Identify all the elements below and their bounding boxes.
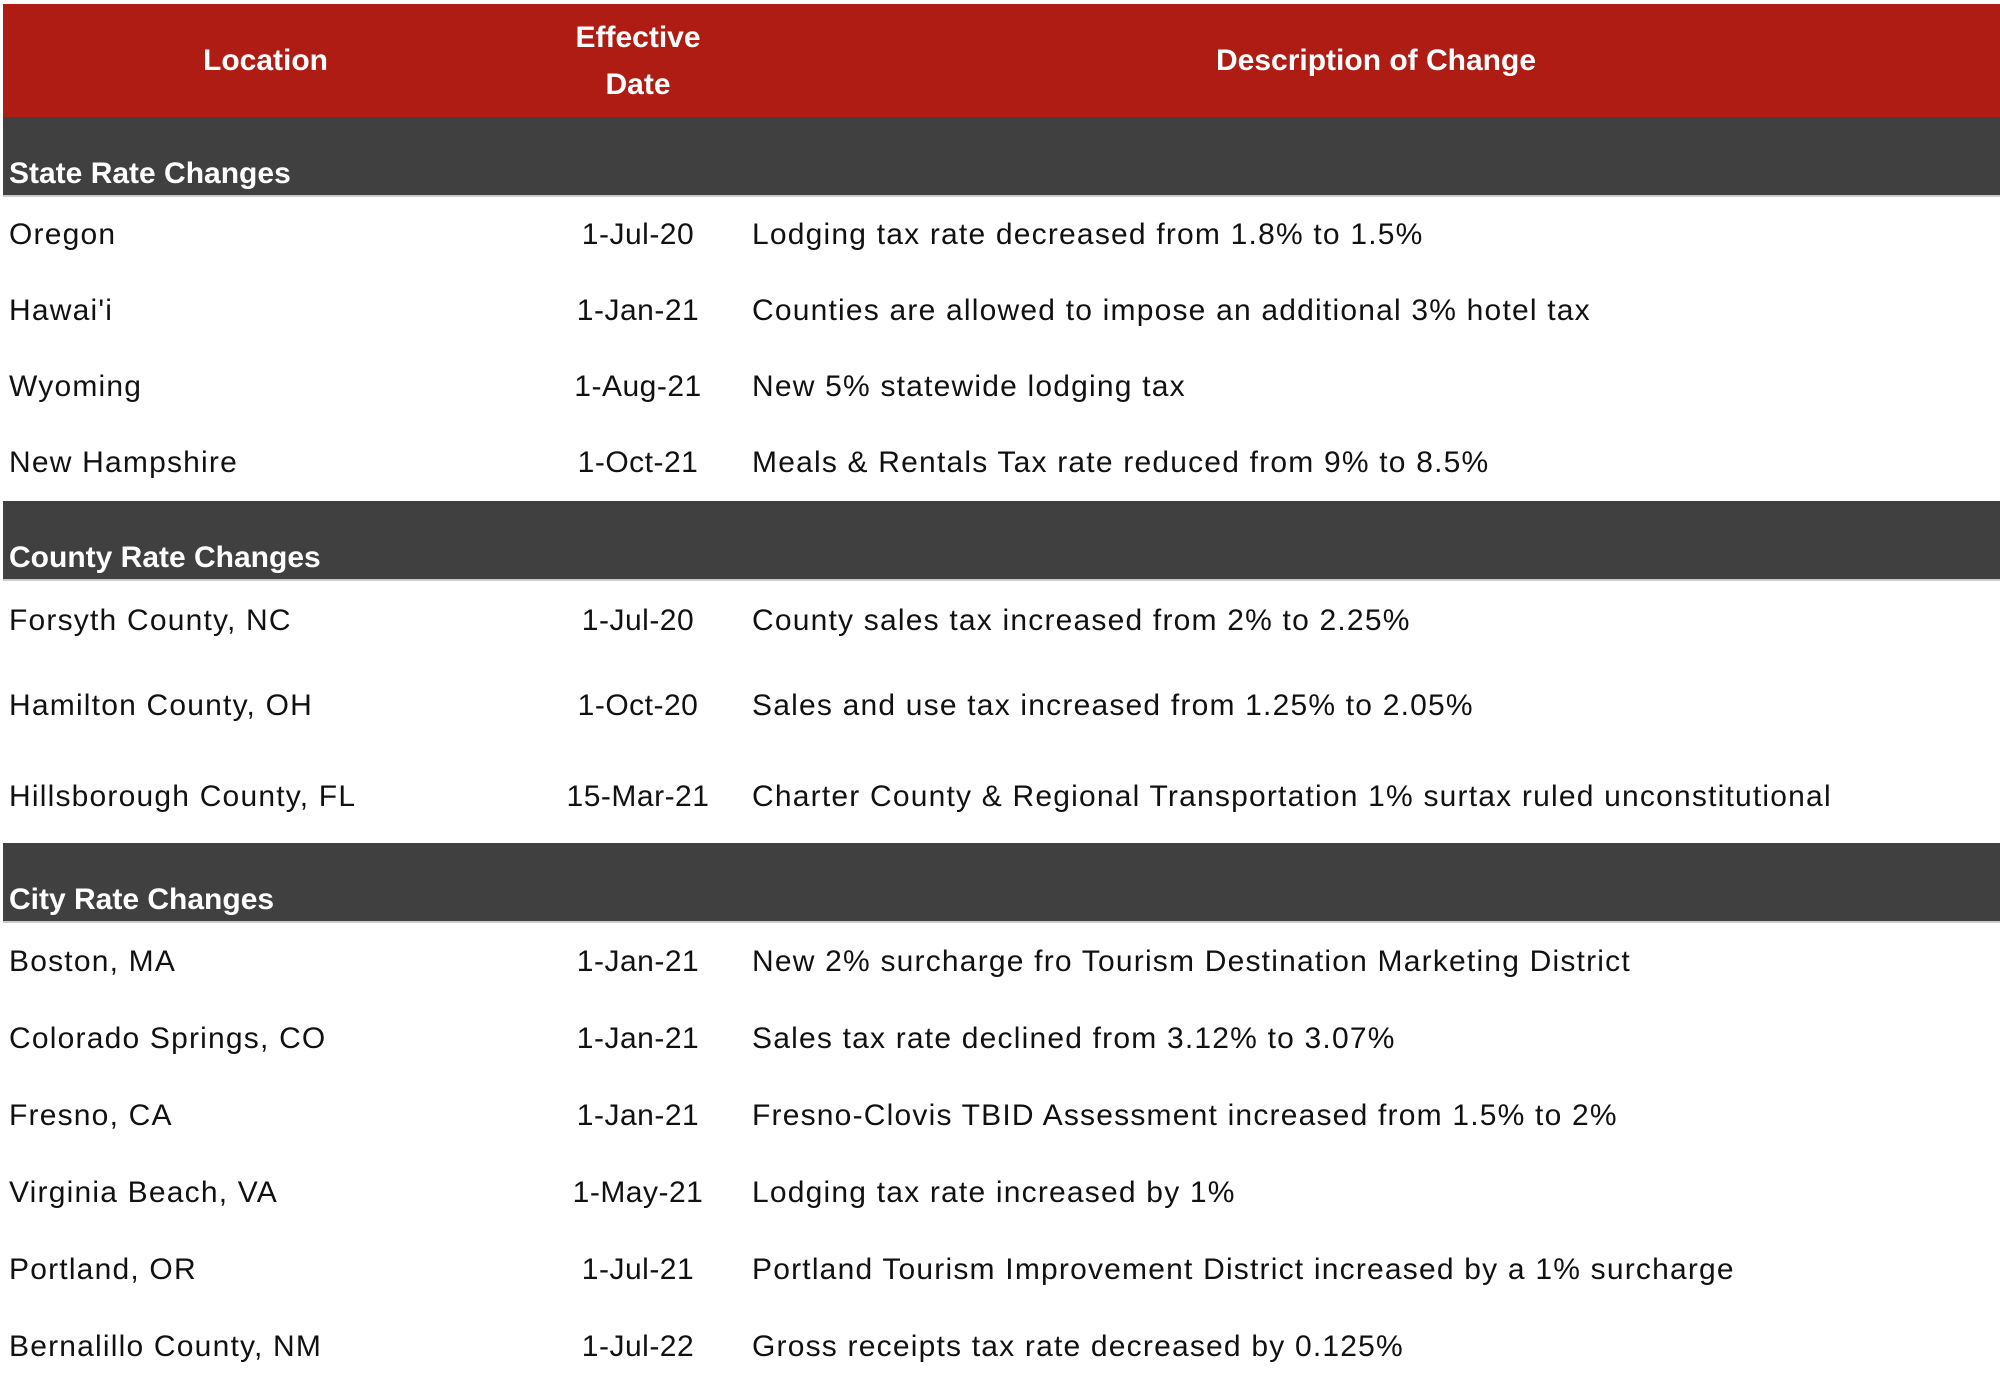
header-location: Location — [203, 44, 328, 77]
table-row — [3, 1308, 2000, 1385]
location-cell: Colorado Springs, CO — [9, 1021, 327, 1055]
table-row — [3, 1000, 2000, 1077]
header-effective-date — [528, 14, 748, 108]
table-row — [3, 661, 2000, 751]
header-effective-date-line2: Date — [605, 67, 671, 101]
header-effective-date-line1: Effective — [575, 20, 701, 54]
location-cell: Hillsborough County, FL — [9, 780, 357, 813]
description-cell: Sales and use tax increased from 1.25% to 2.05% — [752, 689, 1474, 722]
table-row — [3, 923, 2000, 1000]
table-row — [3, 197, 2000, 273]
description-cell: Gross receipts tax rate decreased by 0.125% — [752, 1329, 1404, 1363]
description-cell: Meals & Rentals Tax rate reduced from 9% to 8.5% — [752, 446, 1490, 479]
description-cell: County sales tax increased from 2% to 2.25% — [752, 604, 1411, 637]
table-body — [3, 117, 2000, 1385]
description-cell: Portland Tourism Improvement District increased by a 1% surcharge — [752, 1252, 1735, 1286]
date-cell: 1-Jul-20 — [581, 604, 695, 637]
date-cell: 1-Oct-20 — [577, 689, 699, 722]
table-row — [3, 751, 2000, 843]
tax-rate-changes-table — [3, 4, 2000, 1385]
table-header — [3, 4, 2000, 117]
description-cell: Lodging tax rate decreased from 1.8% to 1.5% — [752, 218, 1424, 251]
description-cell: New 2% surcharge fro Tourism Destination Marketing District — [752, 944, 1631, 978]
description-cell: Charter County & Regional Transportation 1% surtax ruled unconstitutional — [752, 780, 1832, 813]
date-cell: 1-Oct-21 — [577, 446, 699, 479]
date-cell: 1-Jul-20 — [581, 218, 695, 251]
location-cell: Wyoming — [9, 370, 143, 403]
date-cell: 1-Aug-21 — [574, 370, 702, 403]
section-header: County Rate Changes — [3, 501, 2000, 581]
description-cell: New 5% statewide lodging tax — [752, 370, 1186, 403]
location-cell: Hamilton County, OH — [9, 689, 314, 722]
location-cell: Forsyth County, NC — [9, 604, 292, 637]
description-cell: Sales tax rate declined from 3.12% to 3.07% — [752, 1021, 1396, 1055]
table-row — [3, 1231, 2000, 1308]
location-cell: Bernalillo County, NM — [9, 1329, 323, 1363]
date-cell: 1-Jan-21 — [576, 1098, 700, 1132]
section-header: State Rate Changes — [3, 117, 2000, 197]
location-cell: New Hampshire — [9, 446, 238, 479]
date-cell: 1-May-21 — [572, 1175, 704, 1209]
date-cell: 1-Jan-21 — [576, 1021, 700, 1055]
table-row — [3, 581, 2000, 661]
location-cell: Boston, MA — [9, 944, 177, 978]
description-cell: Lodging tax rate increased by 1% — [752, 1175, 1236, 1209]
header-description: Description of Change — [1215, 44, 1537, 77]
table-row — [3, 349, 2000, 425]
table-row — [3, 1077, 2000, 1154]
description-cell: Fresno-Clovis TBID Assessment increased from 1.5% to 2% — [752, 1098, 1618, 1132]
date-cell: 1-Jul-22 — [581, 1329, 695, 1363]
location-cell: Portland, OR — [9, 1252, 197, 1286]
description-cell: Counties are allowed to impose an additional 3% hotel tax — [752, 294, 1591, 327]
location-cell: Oregon — [9, 218, 117, 251]
location-cell: Virginia Beach, VA — [9, 1175, 278, 1209]
table-row — [3, 273, 2000, 349]
date-cell: 1-Jan-21 — [576, 944, 700, 978]
date-cell: 1-Jul-21 — [581, 1252, 695, 1286]
location-cell: Fresno, CA — [9, 1098, 173, 1132]
date-cell: 1-Jan-21 — [576, 294, 700, 327]
section-header: City Rate Changes — [3, 843, 2000, 923]
date-cell: 15-Mar-21 — [566, 780, 710, 813]
table-row — [3, 425, 2000, 501]
table-row — [3, 1154, 2000, 1231]
location-cell: Hawai'i — [9, 294, 114, 327]
